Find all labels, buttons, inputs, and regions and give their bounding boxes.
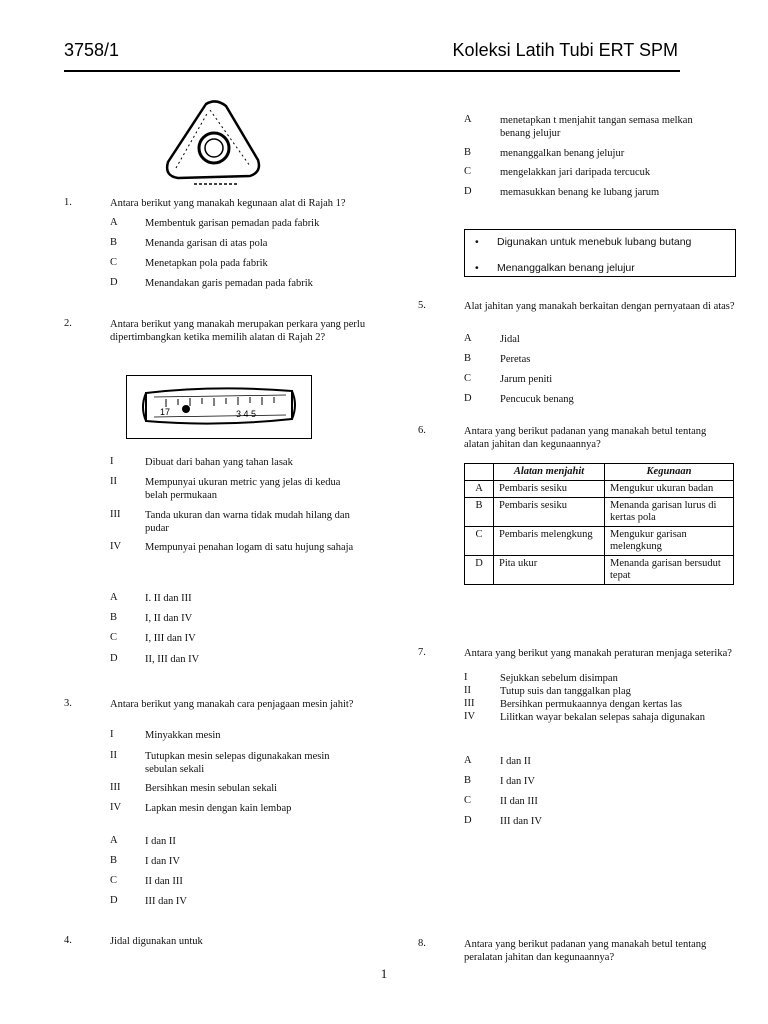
table-row [465,481,734,498]
table-row [465,556,734,585]
q3-text: Antara berikut yang manakah cara penjagaan mesin jahit? [110,699,354,710]
q2-roman: III [110,509,121,520]
q3-letter: D [110,895,118,906]
tools-table [464,463,734,585]
q2-option: I. II dan III [145,593,192,604]
q1-letter: B [110,237,118,248]
paper-code: 3758/1 [64,40,120,60]
q3-option: II dan III [145,876,183,887]
q5-letter: D [464,393,472,404]
row-use: Menanda garisan bersudut tepat [605,556,734,585]
tailors-chalk-figure [158,96,268,188]
q2-statement: Dibuat dari bahan yang tahan lasak [145,457,293,468]
q2-roman: IV [110,541,122,552]
q7-statement: Bersihkan permukaannya dengan kertas las [500,699,682,710]
q7-roman: II [464,685,471,696]
q7-letter: D [464,815,472,826]
q8-text: Antara yang berikut padanan yang manakah betul tentang peralatan jahitan dan kegunaannya? [464,939,707,963]
q7-option: I dan IV [500,776,535,787]
q2-statement: Mempunyai penahan logam di satu hujung sahaja [145,542,354,553]
table-row [465,527,734,556]
row-use: Mengukur garisan melengkung [605,527,734,556]
q3-statement: Tutupkan mesin selepas digunakakan mesin sebulan sekali [145,751,330,775]
q3-statement: Lapkan mesin dengan kain lembap [145,803,292,814]
q7-roman: IV [464,711,476,722]
row-tool: Pembaris sesiku [494,498,605,527]
bullet-item: • Menanggalkan benang jelujur [475,262,635,274]
q5-text: Alat jahitan yang manakah berkaitan dengan pernyataan di atas? [464,301,735,312]
table-header-use: Kegunaan [605,464,734,481]
collection-title: Koleksi Latih Tubi ERT SPM [452,40,678,60]
q4-option: memasukkan benang ke lubang jarum [500,187,660,198]
q2-text: Antara berikut yang manakah merupakan perkara yang perlu dipertimbangkan ketika memilih alatan di Rajah 2? [110,319,366,343]
q2-roman: I [110,456,114,467]
q1-letter: D [110,277,118,288]
q4-letter: A [464,114,472,125]
q4-option: menetapkan t menjahit tangan semasa melkan benang jelujur [500,115,693,139]
page-number: 1 [380,966,388,981]
q4-letter: C [464,166,472,177]
q3-option: I dan II [145,836,176,847]
q8-number: 8. [418,938,426,949]
q4-text: Jidal digunakan untuk [110,936,203,947]
q5-letter: B [464,353,472,364]
q5-letter: C [464,373,472,384]
q3-statement: Minyakkan mesin [145,730,221,741]
q1-option: Menanda garisan di atas pola [145,238,268,249]
q7-option: III dan IV [500,816,542,827]
q7-option: II dan III [500,796,538,807]
bullet-item: • Digunakan untuk menebuk lubang butang [475,236,692,248]
q1-option: Membentuk garisan pemadan pada fabrik [145,218,320,229]
q6-text: Antara yang berikut padanan yang manakah betul tentang alatan jahitan dan kegunaannya? [464,426,707,450]
q7-option: I dan II [500,756,531,767]
measuring-tape-figure [126,375,312,439]
svg-text:17: 17 [160,407,171,417]
q5-option: Jidal [500,334,520,345]
header-rule [64,70,680,72]
q5-letter: A [464,333,472,344]
row-tool: Pembaris melengkung [494,527,605,556]
q7-letter: C [464,795,472,806]
q3-roman: I [110,729,114,740]
q1-option: Menandakan garis pemadan pada fabrik [145,278,313,289]
q2-letter: D [110,653,118,664]
q3-statement: Bersihkan mesin sebulan sekali [145,783,278,794]
q4-number: 4. [64,935,72,946]
table-header-row [465,464,734,481]
q7-statement: Sejukkan sebelum disimpan [500,673,618,684]
q7-letter: B [464,775,472,786]
row-letter: C [465,527,494,556]
q5-number: 5. [418,300,426,311]
q1-number: 1. [64,197,72,208]
q3-option: III dan IV [145,896,187,907]
q3-roman: III [110,782,121,793]
q4-option: mengelakkan jari daripada tercucuk [500,167,651,178]
q2-option: I, III dan IV [145,633,196,644]
row-tool: Pembaris sesiku [494,481,605,498]
q5-option: Jarum peniti [500,374,553,385]
q2-number: 2. [64,318,72,329]
q3-letter: B [110,855,118,866]
q7-text: Antara yang berikut yang manakah peraturan menjaga seterika? [464,648,732,659]
q7-roman: III [464,698,475,709]
q5-option: Pencucuk benang [500,394,574,405]
q3-number: 3. [64,698,72,709]
q1-text: Antara berikut yang manakah kegunaan alat di Rajah 1? [110,198,346,209]
q3-option: I dan IV [145,856,180,867]
q2-option: II, III dan IV [145,654,200,665]
q4-option: menanggalkan benang jelujur [500,148,625,159]
q4-letter: B [464,147,472,158]
q2-roman: II [110,476,117,487]
table-row [465,498,734,527]
q7-statement: Tutup suis dan tanggalkan plag [500,686,631,697]
q2-letter: A [110,592,118,603]
q7-statement: Lilitkan wayar bekalan selepas sahaja digunakan [500,712,705,723]
row-letter: D [465,556,494,585]
q4-letter: D [464,186,472,197]
q3-roman: IV [110,802,122,813]
q2-statement: Tanda ukuran dan warna tidak mudah hilang dan pudar [145,510,350,534]
row-use: Mengukur ukuran badan [605,481,734,498]
q2-letter: B [110,612,118,623]
q3-letter: A [110,835,118,846]
row-tool: Pita ukur [494,556,605,585]
q2-statement: Mempunyai ukuran metric yang jelas di kedua belah permukaan [145,477,341,501]
q1-option: Menetapkan pola pada fabrik [145,258,268,269]
statement-box [464,229,736,277]
q3-roman: II [110,750,117,761]
row-letter: B [465,498,494,527]
q2-letter: C [110,632,118,643]
row-letter: A [465,481,494,498]
q1-letter: C [110,257,118,268]
table-header-tool: Alatan menjahit [494,464,605,481]
q5-option: Peretas [500,354,531,365]
q7-letter: A [464,755,472,766]
q2-option: I, II dan IV [145,613,193,624]
q7-roman: I [464,672,468,683]
table-header-blank [465,464,494,481]
q1-letter: A [110,217,118,228]
q3-letter: C [110,875,118,886]
row-use: Menanda garisan lurus di kertas pola [605,498,734,527]
svg-text:3 4 5: 3 4 5 [236,409,257,419]
q6-number: 6. [418,425,426,436]
q7-number: 7. [418,647,426,658]
